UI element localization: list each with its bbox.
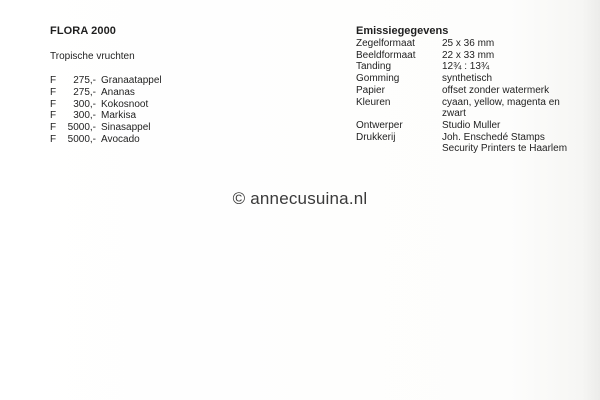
specs-title: Emissiegegevens (356, 25, 449, 37)
spec-row (356, 120, 596, 132)
stamp-issue-section (50, 25, 280, 146)
spec-value-line: 12¾ : 13¾ (442, 61, 490, 73)
stamp-value-row (50, 122, 280, 134)
issue-subtitle: Tropische vruchten (50, 51, 135, 62)
stamp-amount: 275,- (73, 86, 96, 98)
spec-value-line: cyaan, yellow, magenta en (442, 96, 560, 108)
spec-label: Ontwerper (356, 119, 403, 131)
spec-row (356, 97, 596, 120)
spec-value-line: zwart (442, 108, 466, 120)
issue-specifications (356, 25, 596, 155)
spec-label: Gomming (356, 73, 400, 85)
spec-value-line: Joh. Enschedé Stamps (442, 131, 545, 143)
stamp-name: Ananas (101, 86, 135, 98)
spec-value-line: Security Printers te Haarlem (442, 143, 568, 155)
spec-label: Papier (356, 84, 385, 96)
stamp-value-row (50, 99, 280, 111)
spec-value (442, 120, 596, 132)
spec-value (442, 38, 596, 50)
stamp-name: Markisa (101, 110, 137, 122)
spec-value (442, 61, 596, 73)
spec-value-line: synthetisch (442, 73, 493, 85)
currency-prefix: F (50, 133, 57, 145)
currency-prefix: F (50, 75, 57, 86)
spec-value (442, 132, 596, 155)
spec-row (356, 73, 596, 85)
spec-row (356, 132, 596, 155)
currency-prefix: F (50, 122, 57, 134)
stamp-amount: 300,- (73, 98, 96, 110)
spec-value (442, 73, 596, 85)
spec-value-line: offset zonder watermerk (442, 84, 550, 96)
stamp-value-row (50, 110, 280, 122)
spec-row (356, 61, 596, 73)
currency-prefix: F (50, 110, 57, 122)
stamp-value-row (50, 87, 280, 99)
stamp-amount: 5000,- (67, 122, 96, 134)
spec-row (356, 50, 596, 62)
stamp-value-row (50, 134, 280, 146)
currency-prefix: F (50, 86, 57, 98)
stamp-amount: 275,- (73, 75, 96, 86)
spec-value (442, 85, 596, 97)
specs-table (356, 38, 596, 155)
copyright-watermark: © annecusuina.nl (232, 189, 368, 208)
spec-label: Tanding (356, 61, 392, 73)
stamp-name: Sinasappel (101, 122, 151, 134)
spec-value (442, 97, 596, 120)
stamp-value-row (50, 75, 280, 87)
stamp-name: Kokosnoot (101, 98, 149, 110)
stamp-name: Granaatappel (101, 75, 162, 86)
stamp-amount: 5000,- (67, 133, 96, 145)
spec-label: Drukkerij (356, 131, 396, 143)
spec-label: Kleuren (356, 96, 391, 108)
spec-value-line: Studio Muller (442, 119, 501, 131)
issue-title: FLORA 2000 (50, 25, 117, 37)
stamp-name: Avocado (101, 133, 140, 145)
spec-value (442, 50, 596, 62)
spec-label: Beeldformaat (356, 49, 416, 61)
spec-value-line: 22 x 33 mm (442, 49, 495, 61)
stamp-values-list (50, 75, 280, 146)
spec-row (356, 38, 596, 50)
currency-prefix: F (50, 98, 57, 110)
stamp-amount: 300,- (73, 110, 96, 122)
spec-value-line: 25 x 36 mm (442, 38, 495, 49)
spec-row (356, 85, 596, 97)
spec-label: Zegelformaat (356, 38, 415, 49)
